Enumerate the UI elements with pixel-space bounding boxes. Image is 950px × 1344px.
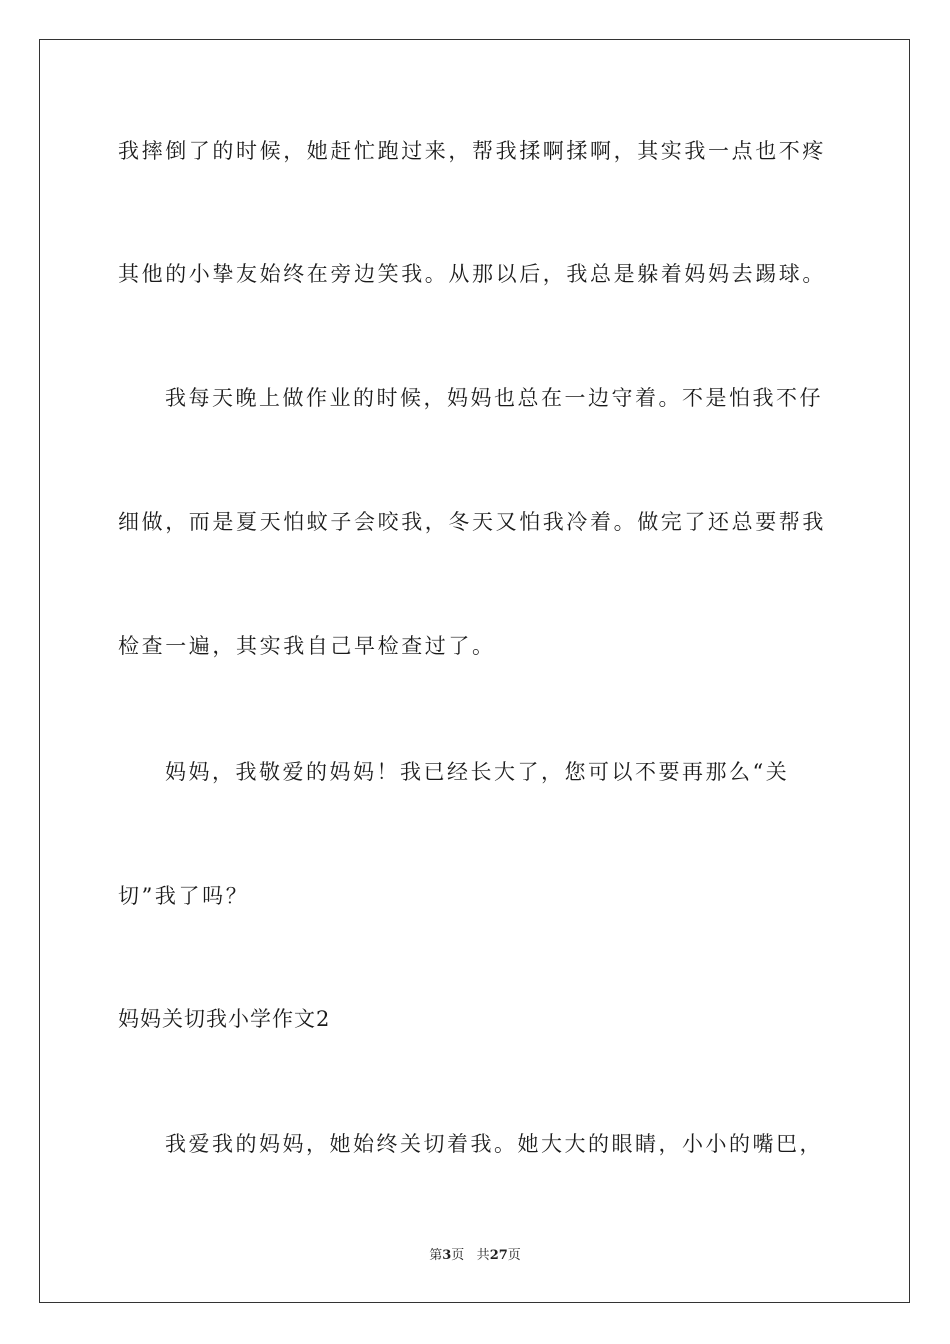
body-line-1: 我摔倒了的时候，她赶忙跑过来，帮我揉啊揉啊，其实我一点也不疼 <box>118 139 826 163</box>
footer-prefix: 第 <box>429 1248 443 1263</box>
footer-total-suffix: 页 <box>507 1248 521 1263</box>
body-line-2: 其他的小挚友始终在旁边笑我。从那以后，我总是躲着妈妈去踢球。 <box>118 262 826 286</box>
body-line-4: 细做，而是夏天怕蚊子会咬我，冬天又怕我冷着。做完了还总要帮我 <box>118 510 826 534</box>
body-line-6: 妈妈，我敬爱的妈妈！我已经长大了，您可以不要再那么“关 <box>165 760 790 784</box>
body-line-5: 检查一遍，其实我自己早检查过了。 <box>118 634 496 658</box>
footer-page-number: 3 <box>442 1248 452 1263</box>
section-heading: 妈妈关切我小学作文2 <box>118 1007 331 1031</box>
footer-total-pages: 27 <box>489 1248 508 1263</box>
page-footer <box>0 1247 950 1265</box>
page-frame <box>39 39 910 1303</box>
footer-total-prefix: 共 <box>476 1248 490 1263</box>
footer-page-suffix: 页 <box>451 1248 465 1263</box>
body-line-7: 切”我了吗？ <box>118 884 250 908</box>
body-line-9: 我爱我的妈妈，她始终关切着我。她大大的眼睛，小小的嘴巴， <box>165 1132 823 1156</box>
body-line-3: 我每天晚上做作业的时候，妈妈也总在一边守着。不是怕我不仔 <box>165 386 823 410</box>
